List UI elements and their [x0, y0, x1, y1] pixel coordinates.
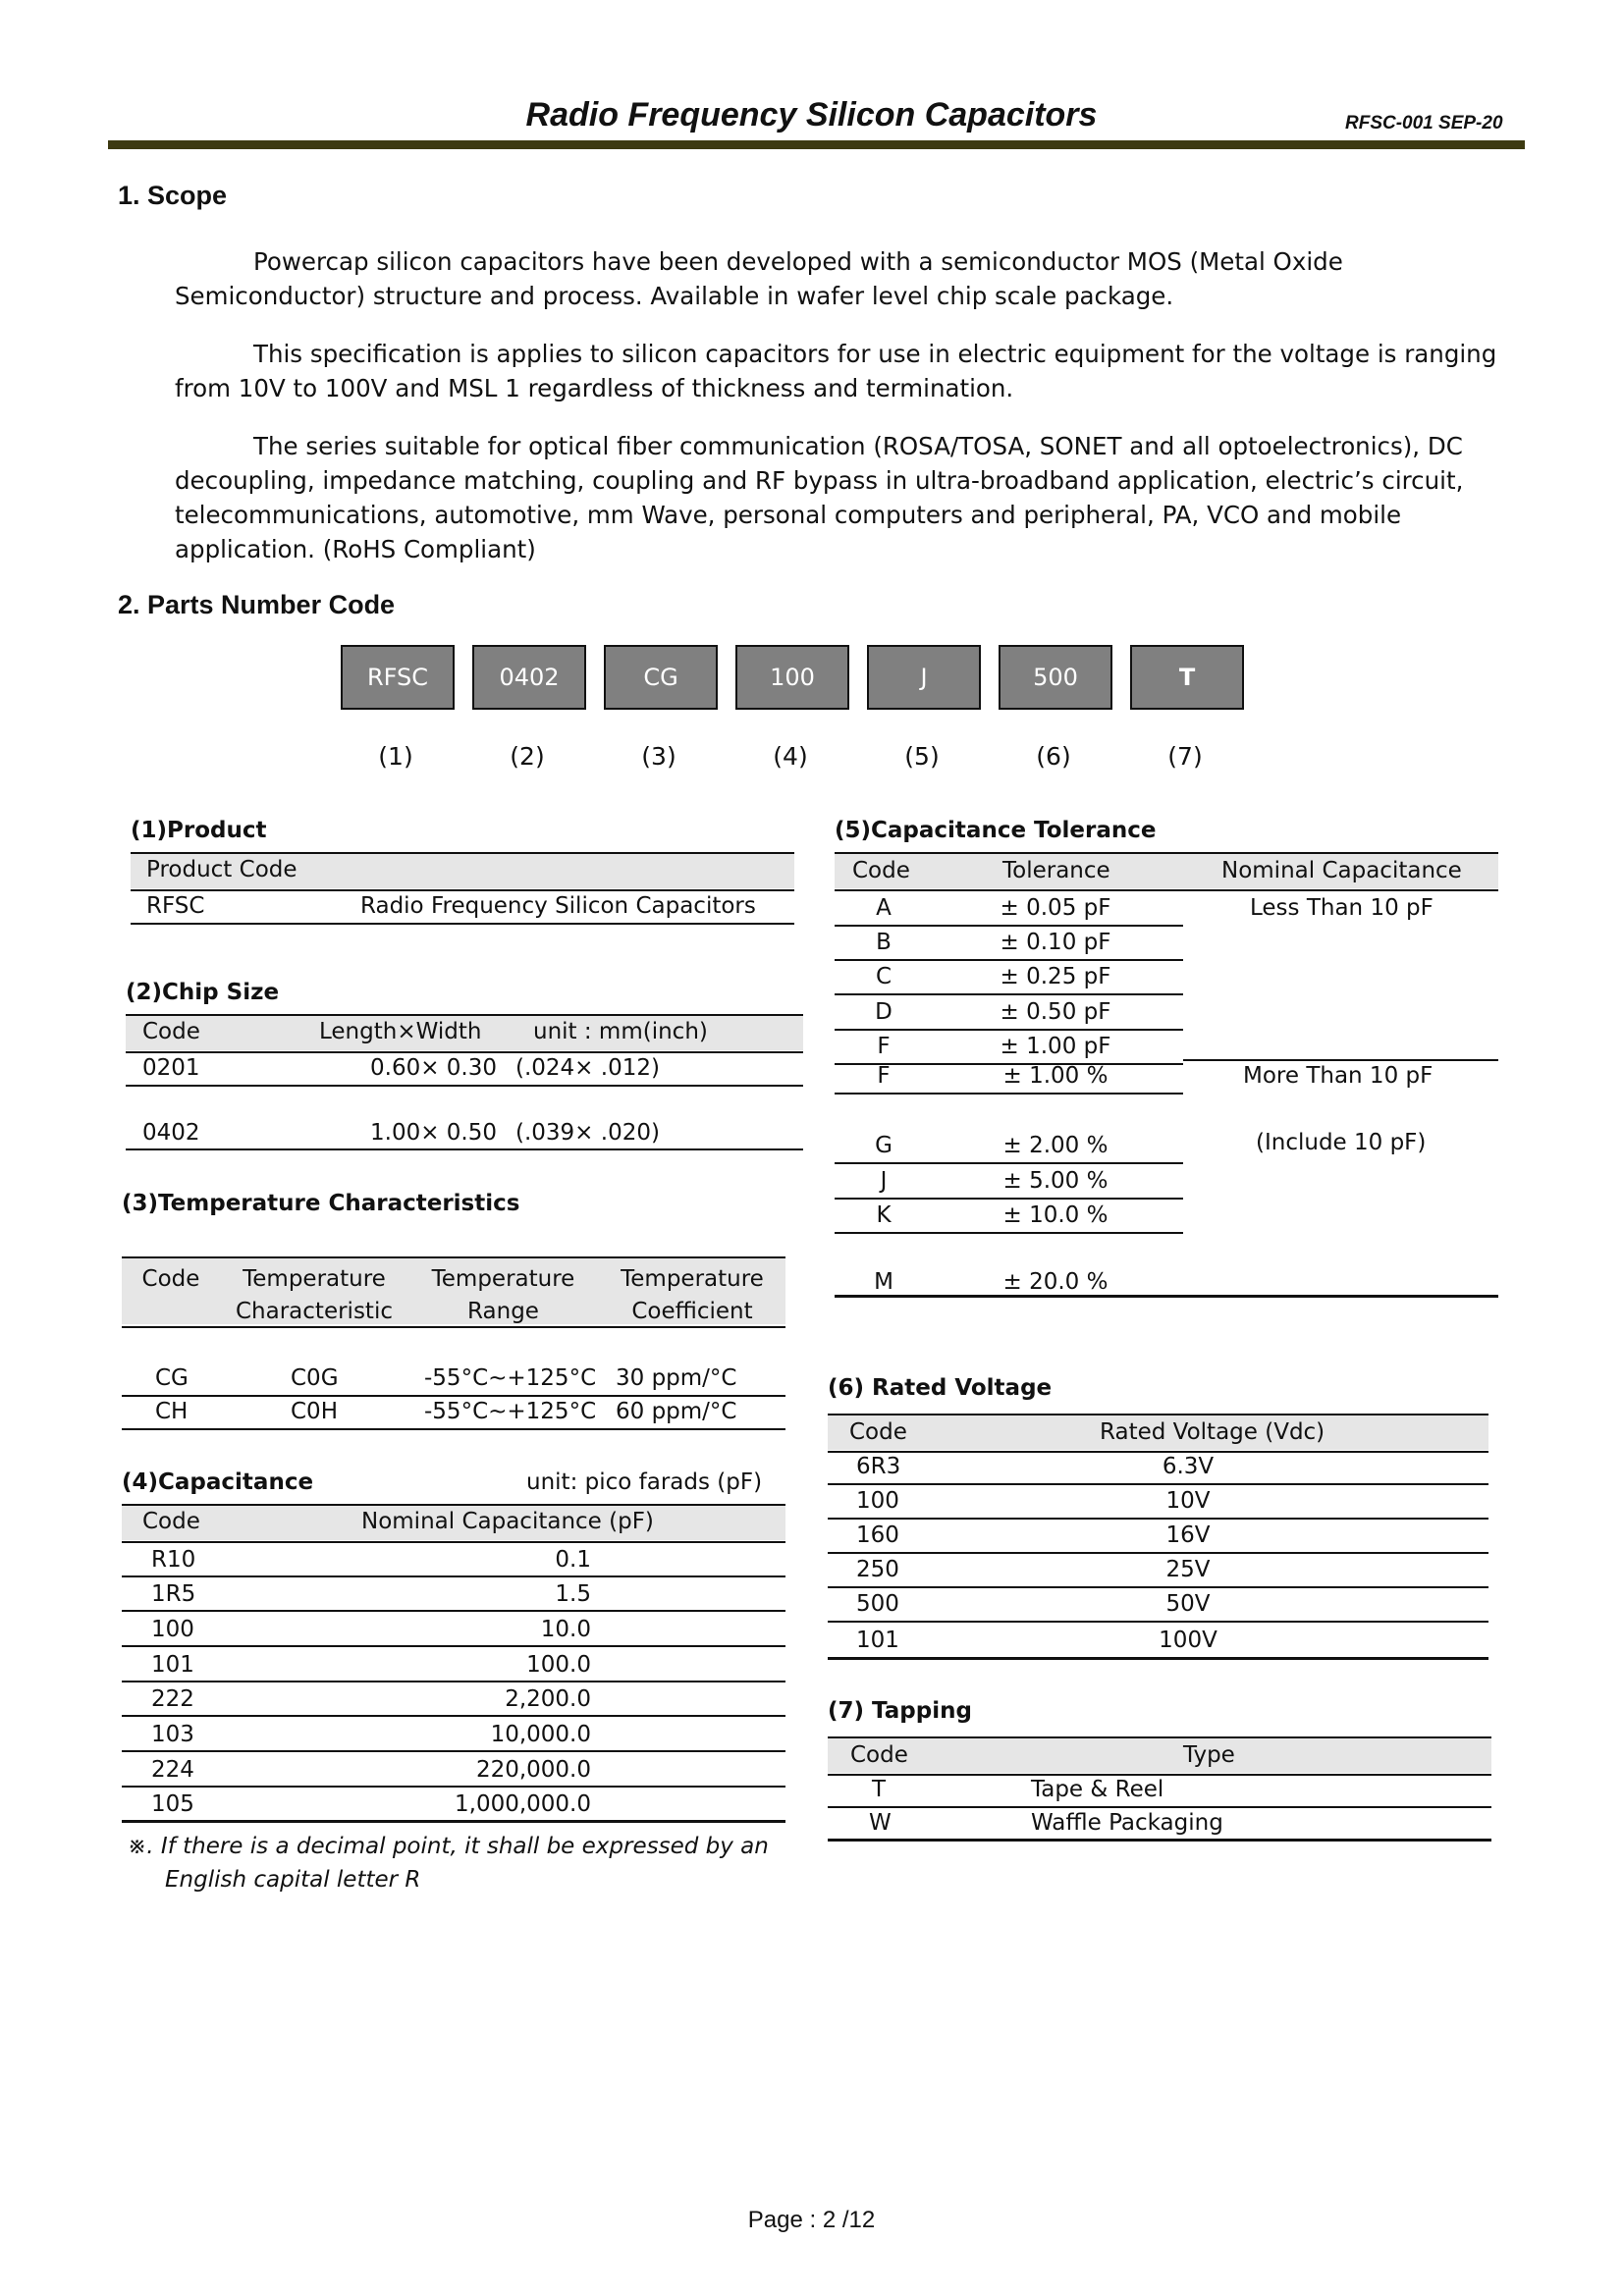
capacitance-row-value: 10.0	[540, 1617, 591, 1642]
voltage-row-code: 6R3	[856, 1454, 901, 1479]
capacitance-row-rule	[122, 1715, 785, 1717]
tapping-row-1-code: T	[872, 1777, 887, 1802]
capacitance-row-code: 224	[151, 1757, 194, 1783]
part-box-7: T	[1130, 645, 1244, 710]
capacitance-row-rule	[122, 1610, 785, 1612]
capacitance-row-rule	[122, 1786, 785, 1788]
temperature-title: (3)Temperature Characteristics	[122, 1191, 520, 1216]
tapping-header-bg	[828, 1738, 1491, 1773]
tolerance-bottom-rule	[835, 1295, 1498, 1298]
chip-size-row-1-mm: 0.60× 0.30	[370, 1055, 498, 1081]
temperature-header-code-text: Code	[141, 1266, 200, 1292]
part-index-6: (6)	[1036, 742, 1071, 771]
temperature-header-code	[122, 1263, 220, 1296]
document-code: RFSC-001 SEP-20	[1345, 113, 1503, 133]
voltage-title: (6) Rated Voltage	[828, 1375, 1053, 1401]
product-desc: Radio Frequency Silicon Capacitors	[360, 893, 756, 919]
temperature-row-2-code: CH	[155, 1399, 189, 1424]
product-header: Product Code	[146, 857, 298, 882]
temperature-header-range	[412, 1263, 594, 1328]
chip-size-row-1-inch: (.024× .012)	[515, 1055, 660, 1081]
tolerance-row-rule	[835, 993, 1183, 995]
tolerance-row-value: ± 2.00 %	[1002, 1133, 1109, 1158]
voltage-row-code: 500	[856, 1591, 899, 1617]
voltage-row-value: 100V	[1159, 1628, 1217, 1653]
tolerance-header-tolerance: Tolerance	[1002, 858, 1110, 883]
tolerance-row-code: D	[875, 999, 893, 1025]
temperature-row-2-range: -55°C~+125°C	[424, 1399, 597, 1424]
capacitance-row-code: 105	[151, 1791, 194, 1817]
temperature-header-coefficient	[599, 1263, 785, 1328]
tolerance-header-code: Code	[852, 858, 910, 883]
capacitance-note-mark: ※.	[128, 1834, 154, 1859]
voltage-row-value: 6.3V	[1162, 1454, 1215, 1479]
chip-size-header-code: Code	[142, 1019, 200, 1044]
chip-size-row-2-inch: (.039× .020)	[515, 1120, 660, 1146]
product-bottom-rule	[131, 923, 794, 925]
voltage-row-code: 100	[856, 1488, 899, 1514]
temperature-row-2-coef: 60 ppm/°C	[616, 1399, 737, 1424]
temperature-header-characteristic-l1: Temperature	[243, 1266, 386, 1292]
scope-paragraph-1	[175, 244, 1530, 313]
part-index-1: (1)	[378, 742, 413, 771]
tolerance-row-code: G	[875, 1133, 893, 1158]
scope-paragraph-2-text: This specification is applies to silicon capacitors for use in electric equipment for the voltage is ranging from 10V to 100V and MSL 1 regardless of thickness and termination.	[175, 340, 1497, 402]
tolerance-row-code: A	[876, 895, 892, 921]
voltage-row-code: 101	[856, 1628, 899, 1653]
capacitance-row-value: 100.0	[526, 1652, 591, 1678]
tolerance-row-code: B	[876, 930, 892, 955]
chip-size-row-2-mm: 1.00× 0.50	[370, 1120, 498, 1146]
chip-size-row-1-rule	[126, 1085, 803, 1087]
header-rule	[108, 140, 1525, 149]
chip-size-title: (2)Chip Size	[126, 980, 280, 1005]
capacitance-row-rule	[122, 1750, 785, 1752]
tolerance-row-value: ± 0.05 pF	[1000, 895, 1111, 921]
temperature-row-1-range: -55°C~+125°C	[424, 1365, 597, 1391]
tolerance-nominal-divider	[1183, 1059, 1498, 1061]
tolerance-row-value: ± 10.0 %	[1002, 1202, 1109, 1228]
tolerance-row-code: K	[876, 1202, 892, 1228]
capacitance-row-value: 2,200.0	[505, 1686, 591, 1712]
temperature-header-rule	[122, 1326, 785, 1328]
tolerance-row-code: F	[877, 1034, 891, 1059]
part-box-6: 500	[999, 645, 1112, 710]
capacitance-note-line-1	[128, 1834, 769, 1859]
voltage-row-code: 250	[856, 1557, 899, 1582]
tolerance-row-value: ± 1.00 %	[1002, 1063, 1109, 1089]
part-box-1: RFSC	[341, 645, 455, 710]
parts-title: 2. Parts Number Code	[118, 590, 396, 619]
capacitance-header-nominal: Nominal Capacitance (pF)	[361, 1509, 654, 1534]
tapping-header-code: Code	[850, 1742, 908, 1768]
tolerance-row-rule	[835, 1029, 1183, 1031]
capacitance-row-code: R10	[151, 1547, 196, 1573]
voltage-row-value: 50V	[1165, 1591, 1211, 1617]
tolerance-row-code: F	[877, 1063, 891, 1089]
capacitance-row-rule	[122, 1575, 785, 1577]
part-index-4: (4)	[773, 742, 808, 771]
tolerance-row-value: ± 0.10 pF	[1000, 930, 1111, 955]
tolerance-nominal-include: (Include 10 pF)	[1256, 1130, 1427, 1155]
tolerance-title: (5)Capacitance Tolerance	[835, 818, 1157, 843]
tapping-title: (7) Tapping	[828, 1698, 972, 1724]
tolerance-row-code: C	[875, 964, 893, 989]
voltage-row-rule	[828, 1586, 1488, 1588]
capacitance-row-code: 103	[151, 1722, 194, 1747]
temperature-header-characteristic	[226, 1263, 403, 1328]
part-box-4: 100	[735, 645, 849, 710]
tolerance-row-code: J	[880, 1168, 888, 1194]
part-index-5: (5)	[904, 742, 940, 771]
temperature-row-1-coef: 30 ppm/°C	[616, 1365, 737, 1391]
tolerance-row-rule	[835, 1198, 1183, 1200]
chip-size-row-1-code: 0201	[142, 1055, 200, 1081]
tapping-row-1-type: Tape & Reel	[1031, 1777, 1164, 1802]
tolerance-row-value: ± 5.00 %	[1002, 1168, 1109, 1194]
product-header-rule	[131, 889, 794, 891]
capacitance-row-rule	[122, 1645, 785, 1647]
tolerance-header-nominal: Nominal Capacitance	[1221, 858, 1462, 883]
capacitance-row-code: 100	[151, 1617, 194, 1642]
scope-paragraph-3-text: The series suitable for optical fiber communication (ROSA/TOSA, SONET and all optoelectronics), DC decoupling, impedance matching, coupling and RF bypass in ultra-broadband application, electric’s circuit, telecommunications, automotive, mm Wave, personal computers and peripheral, PA, VCO and mobile application. (RoHS Compliant)	[175, 432, 1464, 563]
capacitance-note-line-2: English capital letter R	[165, 1867, 421, 1893]
temperature-header-range-l2: Range	[467, 1299, 539, 1324]
tolerance-row-rule	[835, 1093, 1183, 1095]
part-index-3: (3)	[641, 742, 676, 771]
capacitance-row-code: 101	[151, 1652, 194, 1678]
tapping-row-2-type: Waffle Packaging	[1031, 1810, 1223, 1836]
product-code: RFSC	[146, 893, 205, 919]
temperature-header-characteristic-l2: Characteristic	[236, 1299, 393, 1324]
temperature-header-range-l1: Temperature	[431, 1266, 575, 1292]
scope-paragraph-1-text: Powercap silicon capacitors have been developed with a semiconductor MOS (Metal Oxide Semiconductor) structure and process. Available in wafer level chip scale package.	[175, 247, 1343, 310]
capacitance-row-code: 1R5	[151, 1581, 196, 1607]
tolerance-row-rule	[835, 1232, 1183, 1234]
tolerance-row-value: ± 20.0 %	[1002, 1269, 1109, 1295]
temperature-row-1-char: C0G	[291, 1365, 339, 1391]
temperature-row-2-char: C0H	[291, 1399, 338, 1424]
voltage-row-rule	[828, 1552, 1488, 1554]
tolerance-row-value: ± 1.00 pF	[1000, 1034, 1111, 1059]
temperature-row-1-rule	[122, 1395, 785, 1397]
part-box-5: J	[867, 645, 981, 710]
capacitance-row-value: 1,000,000.0	[455, 1791, 591, 1817]
voltage-row-value: 25V	[1165, 1557, 1211, 1582]
capacitance-header-code: Code	[142, 1509, 200, 1534]
capacitance-unit: unit: pico farads (pF)	[526, 1469, 763, 1495]
voltage-row-rule	[828, 1621, 1488, 1623]
chip-size-row-2-rule	[126, 1148, 803, 1150]
capacitance-header-rule	[122, 1541, 785, 1543]
voltage-row-rule	[828, 1518, 1488, 1520]
scope-paragraph-2	[175, 337, 1530, 405]
part-box-3: CG	[604, 645, 718, 710]
tolerance-row-code: M	[874, 1269, 893, 1295]
capacitance-row-value: 10,000.0	[490, 1722, 591, 1747]
temperature-row-1-code: CG	[155, 1365, 189, 1391]
part-box-2: 0402	[472, 645, 586, 710]
voltage-header-code: Code	[849, 1419, 907, 1445]
tolerance-nominal-more: More Than 10 pF	[1243, 1063, 1434, 1089]
voltage-row-value: 10V	[1165, 1488, 1211, 1514]
part-index-7: (7)	[1167, 742, 1203, 771]
temperature-header-coefficient-l1: Temperature	[621, 1266, 764, 1292]
voltage-header-rated: Rated Voltage (Vdc)	[1100, 1419, 1325, 1445]
capacitance-row-rule	[122, 1681, 785, 1682]
voltage-header-rule	[828, 1451, 1488, 1453]
temperature-header-coefficient-l2: Coefficient	[631, 1299, 753, 1324]
tapping-row-1-rule	[828, 1806, 1491, 1808]
temperature-row-2-rule	[122, 1428, 785, 1430]
capacitance-row-value: 1.5	[555, 1581, 591, 1607]
tapping-row-2-code: W	[869, 1810, 892, 1836]
tolerance-row-rule	[835, 1162, 1183, 1164]
capacitance-row-rule	[122, 1820, 785, 1823]
voltage-row-code: 160	[856, 1522, 899, 1548]
tapping-header-rule	[828, 1774, 1491, 1776]
scope-title: 1. Scope	[118, 181, 228, 210]
chip-size-header-rule	[126, 1051, 803, 1053]
tolerance-row-value: ± 0.50 pF	[1000, 999, 1111, 1025]
capacitance-row-code: 222	[151, 1686, 194, 1712]
part-index-2: (2)	[510, 742, 545, 771]
document-title: Radio Frequency Silicon Capacitors	[525, 96, 1098, 133]
capacitance-title: (4)Capacitance	[122, 1469, 314, 1495]
tolerance-row-rule	[835, 959, 1183, 961]
tapping-header-type: Type	[1183, 1742, 1235, 1768]
capacitance-note-text-1: If there is a decimal point, it shall be expressed by an	[160, 1834, 769, 1859]
tapping-bottom-rule	[828, 1839, 1491, 1842]
capacitance-row-value: 220,000.0	[475, 1757, 591, 1783]
chip-size-row-2-code: 0402	[142, 1120, 200, 1146]
chip-size-header-unit: unit : mm(inch)	[533, 1019, 708, 1044]
page-number: Page : 2 /12	[747, 2207, 876, 2233]
chip-size-header-lw: Length×Width	[319, 1019, 482, 1044]
tolerance-header-rule	[835, 889, 1498, 891]
voltage-row-value: 16V	[1165, 1522, 1211, 1548]
tolerance-nominal-less: Less Than 10 pF	[1250, 895, 1434, 921]
voltage-row-rule	[828, 1483, 1488, 1485]
product-table-title: (1)Product	[131, 818, 267, 843]
capacitance-row-value: 0.1	[555, 1547, 591, 1573]
tolerance-row-value: ± 0.25 pF	[1000, 964, 1111, 989]
scope-paragraph-3	[175, 429, 1530, 566]
tolerance-row-rule	[835, 925, 1183, 927]
voltage-row-rule	[828, 1657, 1488, 1660]
